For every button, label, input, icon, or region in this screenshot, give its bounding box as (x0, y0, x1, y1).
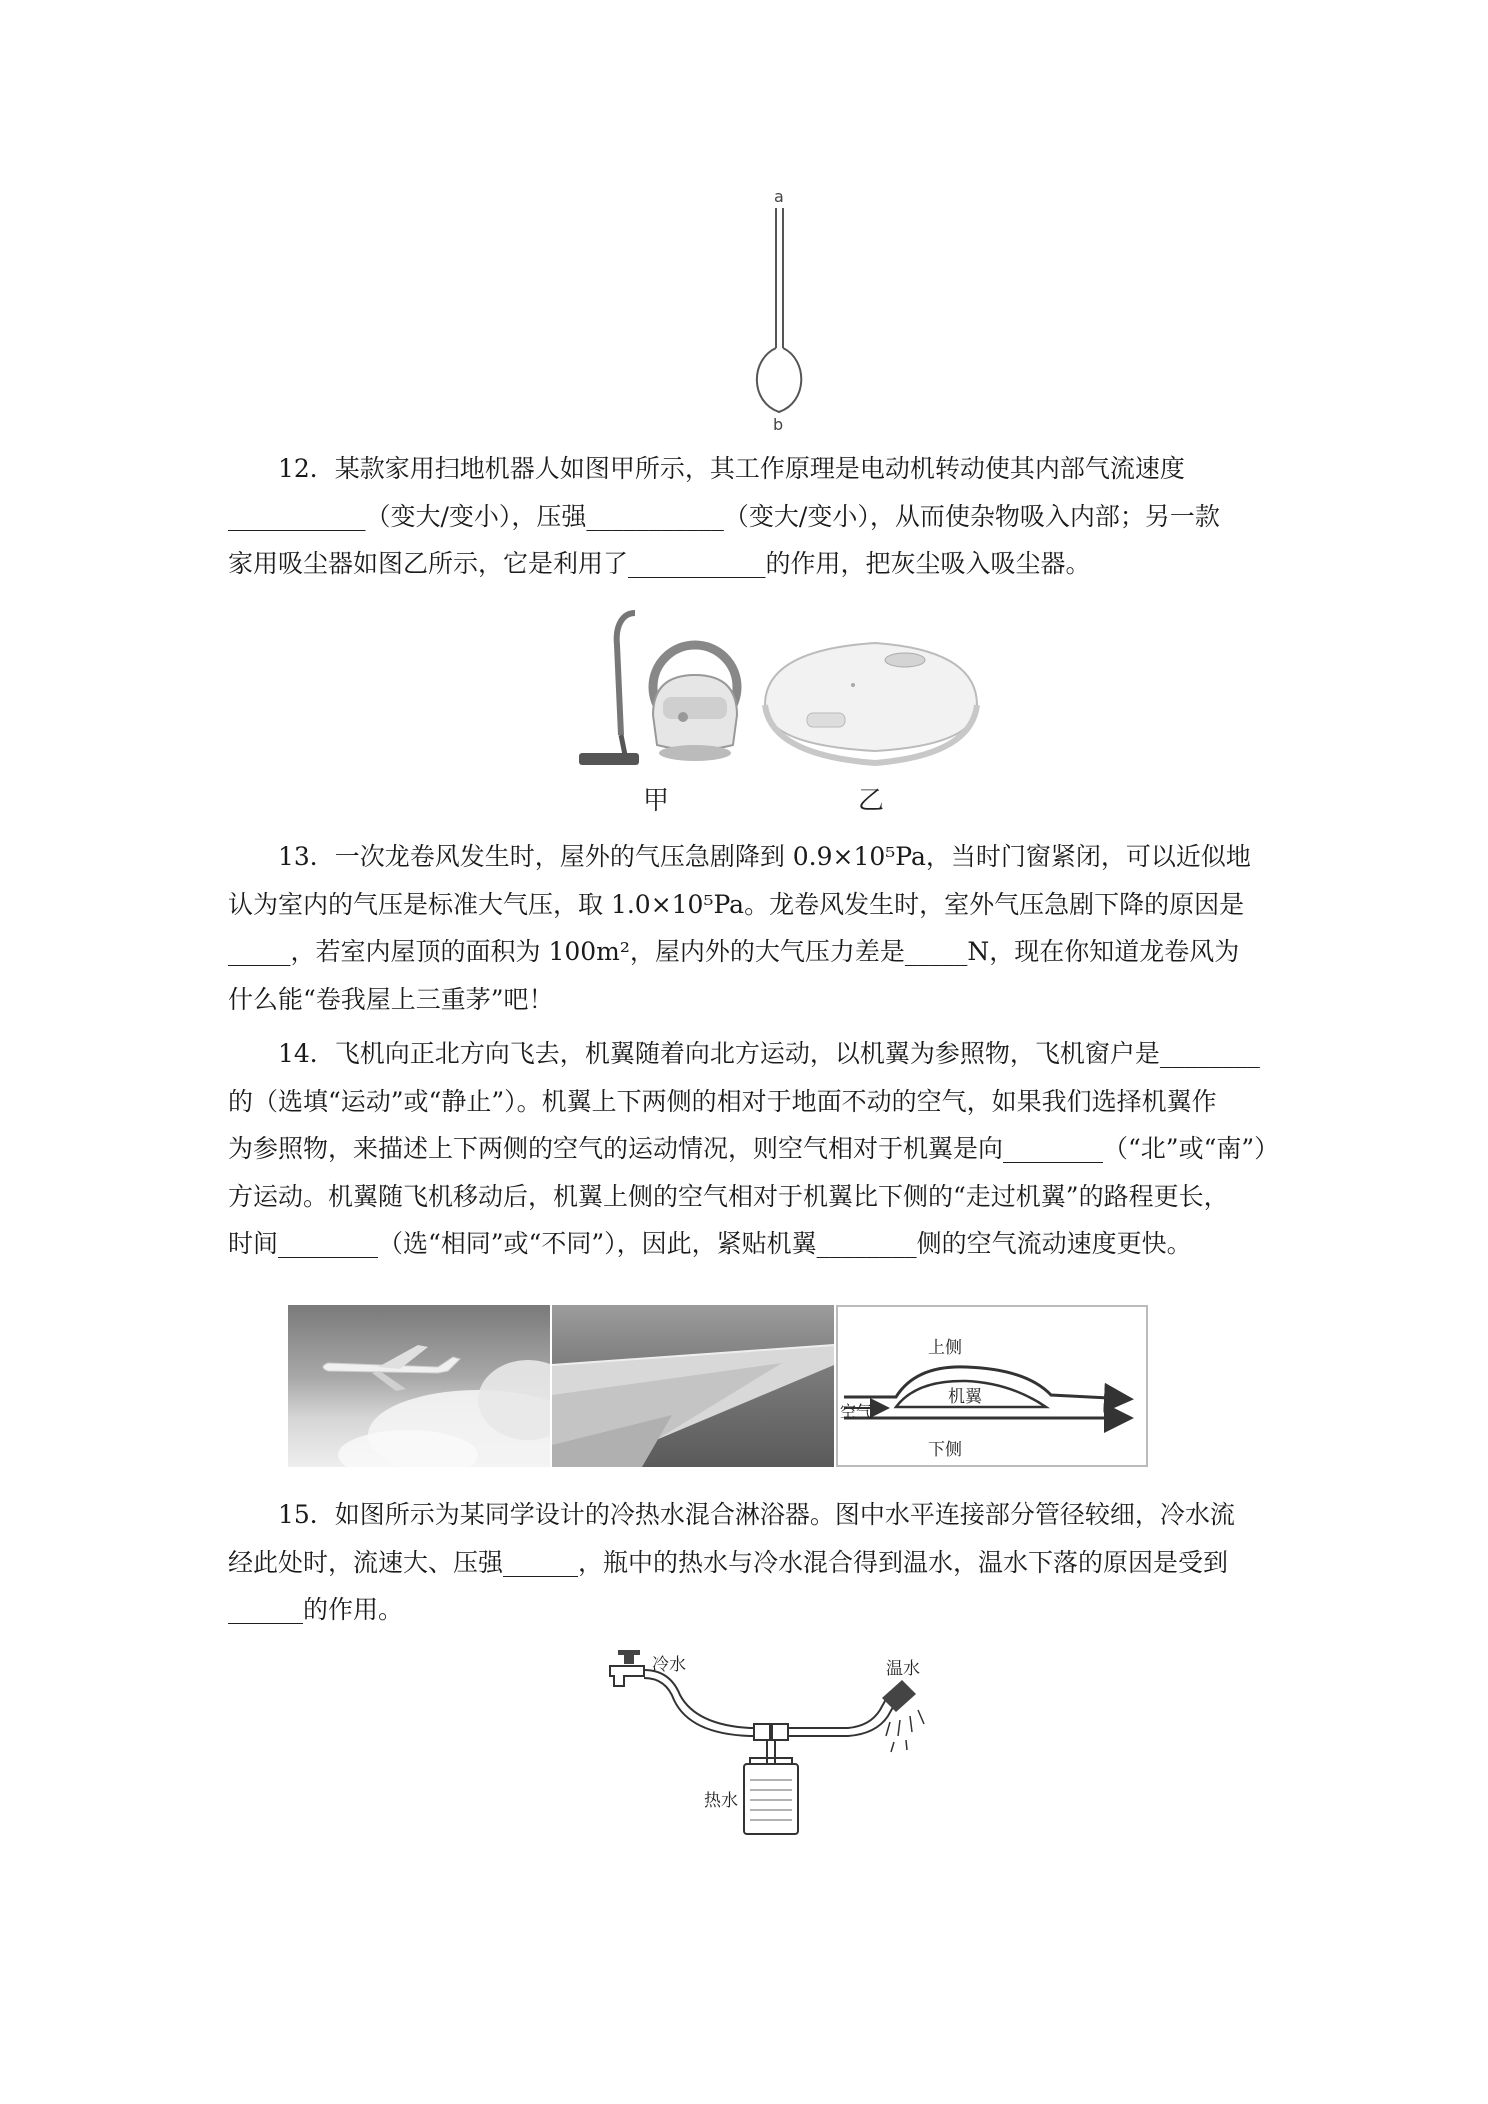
q15-line-3: ______的作用。 (228, 1595, 404, 1624)
caption-jia: 甲 (643, 786, 670, 816)
vacuum-cleaner-image (579, 613, 737, 765)
robot-vacuum-image (765, 643, 977, 763)
q12-line-3: 家用吸尘器如图乙所示，它是利用了___________的作用，把灰尘吸入吸尘器。 (228, 549, 1091, 578)
q13-line-3: _____，若室内屋顶的面积为 100m²，屋内外的大气压力差是_____N，现在你知道龙卷风为 (228, 937, 1240, 966)
cold-water-label: 冷水 (652, 1655, 686, 1675)
label-b: b (773, 415, 784, 434)
airplane-photo (288, 1305, 550, 1467)
q14-line-1: 14．飞机向正北方向飞去，机翼随着向北方运动，以机翼为参照物，飞机窗户是________ (278, 1039, 1260, 1068)
airflow-diagram (836, 1305, 1148, 1467)
q15-line-2: 经此处时，流速大、压强______，瓶中的热水与冷水混合得到温水，温水下落的原因是受到 (228, 1547, 1229, 1577)
question-14 (228, 1030, 1280, 1268)
warm-water-label: 温水 (886, 1659, 920, 1679)
q14-line-5: 时间________（选“相同”或“不同”），因此，紧贴机翼________侧的空气流动速度更快。 (228, 1229, 1192, 1258)
shower-mixer-figure (600, 1640, 960, 1840)
faucet-icon (610, 1650, 644, 1686)
hot-water-bottle (744, 1758, 798, 1834)
hot-water-label: 热水 (704, 1791, 738, 1811)
lower-side-label: 下侧 (928, 1440, 962, 1460)
q13-line-1: 13．一次龙卷风发生时，屋外的气压急剧降到 0.9×10⁵Pa，当时门窗紧闭，可以近似地 (278, 842, 1251, 871)
q14-line-4: 方运动。机翼随飞机移动后，机翼上侧的空气相对于机翼比下侧的“走过机翼”的路程更长， (228, 1181, 1229, 1211)
q14-line-3: 为参照物，来描述上下两侧的空气的运动情况，则空气相对于机翼是向________（“北”或“南”） (228, 1134, 1280, 1163)
q12-line-2: ___________（变大/变小），压强___________（变大/变小），从而使杂物吸入内部；另一款 (228, 501, 1220, 531)
upper-side-label: 上侧 (928, 1338, 962, 1358)
air-label: 空气 (840, 1402, 873, 1421)
u-tube-figure (740, 180, 820, 440)
vacuum-robot-figure (575, 605, 985, 820)
q15-line-1: 15．如图所示为某同学设计的冷热水混合淋浴器。图中水平连接部分管径较细，冷水流 (278, 1500, 1235, 1529)
q14-line-2: 的（选填“运动”或“静止”）。机翼上下两侧的相对于地面不动的空气，如果我们选择机翼作 (228, 1086, 1217, 1116)
question-15 (228, 1491, 1268, 1634)
wing-photo (552, 1305, 834, 1467)
question-12 (228, 445, 1268, 588)
wing-label: 机翼 (948, 1387, 982, 1407)
caption-yi: 乙 (858, 786, 885, 816)
question-13 (228, 833, 1268, 1023)
q13-line-2: 认为室内的气压是标准大气压，取 1.0×10⁵Pa。龙卷风发生时，室外气压急剧下降的原因是 (228, 889, 1245, 919)
label-a: a (774, 187, 784, 206)
q12-line-1: 12．某款家用扫地机器人如图甲所示，其工作原理是电动机转动使其内部气流速度 (278, 454, 1185, 483)
q13-line-4: 什么能“卷我屋上三重茅”吧！ (228, 984, 554, 1014)
